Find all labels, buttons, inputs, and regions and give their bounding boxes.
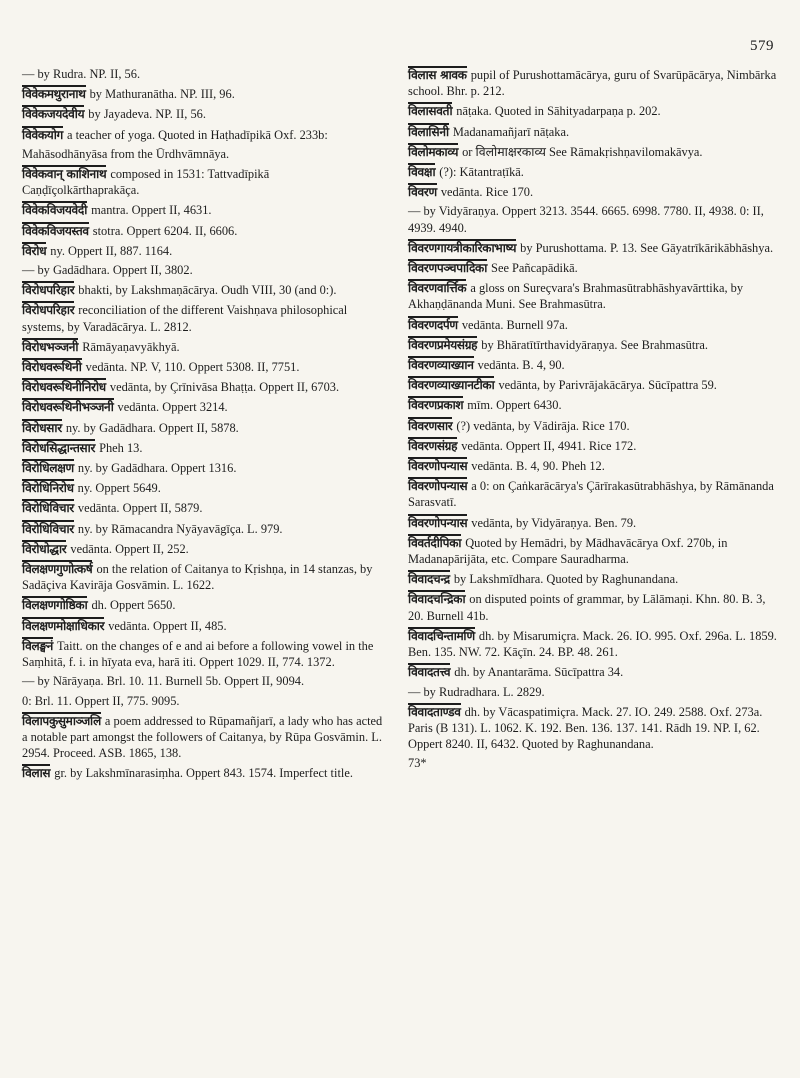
entry-text: vedānta. NP. V, 110. Oppert 5308. II, 7751. [85,360,300,375]
catalogue-entry [408,239,778,256]
entry-text: Taitt. on the changes of e and ai before a following vowel in the Saṃhitā, f. i. in hīyata eva, harā iti. Oppert 1029. II, 774. 1372. [22,638,374,670]
entry-headword: विलक्षणगोष्ठिका [22,598,88,613]
entry-headword: विलङ्घनं [22,638,53,653]
catalogue-entry [22,85,384,102]
entry-headword: विवक्षा [408,165,436,180]
entry-headword: विलासवती [408,104,453,119]
entry-text: gr. by Lakshmīnarasiṃha. Oppert 843. 1574. Imperfect title. [54,766,353,781]
entry-text: — by Nārāyaṇa. Brl. 10. 11. Burnell 5b. Oppert II, 9094. [22,674,305,689]
catalogue-entry [22,693,384,709]
entry-headword: विरोधवरूथिनीभञ्जनी [22,400,114,415]
catalogue-entry [22,262,384,278]
entry-text: — by Vidyāraṇya. Oppert 3213. 3544. 6665. 6998. 7780. II, 4938. 0: II, 4939. 4940. [408,204,764,235]
entry-headword: विरोध [22,243,47,258]
entry-text: bhakti, by Lakshmaṇācārya. Oudh VIII, 30 (and 0:). [78,283,337,298]
catalogue-entry [408,457,778,474]
entry-text: 0: Brl. 11. Oppert II, 775. 9095. [22,693,180,708]
entry-headword: विवरणप्रकाश [408,398,464,413]
entry-headword: विवरणपञ्चपादिका [408,261,488,276]
entry-headword: विलक्षणमोक्षाधिकार [22,618,105,633]
entry-text: on the relation of Caitanya to Kṛishṇa, in 14 stanzas, by Sadāçiva Kavirāja Gosvāmin. L. 1622. [22,562,373,593]
entry-headword: विवरणोपन्यास [408,479,468,494]
catalogue-entry [408,279,778,312]
entry-headword: विरोधसार [22,420,62,435]
entry-headword: विवादचन्द्रिका [408,592,466,607]
entry-text: a poem addressed to Rūpamañjarī, a lady who has acted a notable part amongst the followers of Caitanya, by Rūpa Gosvāmin. L. 2954. Proceed. ASB. 1865, 138. [22,713,383,761]
entry-text: vedānta. B. 4, 90. Pheh 12. [471,459,605,474]
catalogue-entry [408,755,778,771]
catalogue-entry [22,66,384,82]
entry-text: by Mathuranātha. NP. III, 96. [89,87,235,102]
entry-headword: विवेकवान् काशिनाथ [22,167,107,182]
catalogue-entry [408,437,778,454]
catalogue-entry [408,259,778,276]
entry-text: vedānta. Oppert II, 485. [108,618,227,633]
entry-headword: विवादचन्द्र [408,572,450,587]
entry-headword: विरोधवरूथिनीनिरोध [22,380,106,395]
catalogue-entry [22,499,384,516]
entry-text: a 0: on Çaṅkarācārya's Çārīrakasūtrabhāshya, by Rāmānanda Sarasvatī. [408,479,774,510]
entry-text: vedānta. Burnell 97a. [461,317,568,332]
catalogue-entry [408,590,778,623]
entry-text: — by Rudra. NP. II, 56. [22,67,141,81]
entry-headword: विलासिनी [408,124,449,139]
entry-text: a gloss on Sureçvara's Brahmasūtrabhāshyavārttika, by Akhaṇḍānanda Muni. See Brahmasūtra. [408,281,744,312]
entry-headword: विवादचिन्तामणि [408,628,475,643]
entry-headword: विवरणसंग्रह [408,438,458,453]
catalogue-entry [408,356,778,373]
entry-text: dh. Oppert 5650. [91,598,176,613]
catalogue-entry [22,764,384,781]
catalogue-entry [22,358,384,375]
entry-headword: विवरणदर्पण [408,317,458,332]
catalogue-entry [408,316,778,333]
entry-headword: विवरणप्रमेयसंग्रह [408,337,478,352]
catalogue-entry [408,66,778,99]
entry-text: dh. by Vācaspatimiçra. Mack. 27. IO. 249. 2588. Oxf. 273a. Paris (B 131). L. 1062. K. 192. Ben. 136. 137. 141. Rādh 19. NP. I, 62. Oppert 8240. II, 6432. Quoted by Raghunandana. [408,704,763,752]
entry-headword: विवादताण्डव [408,704,461,719]
catalogue-entry [22,419,384,436]
catalogue-entry [408,477,778,510]
entry-headword: विलास [22,766,51,781]
catalogue-entry [22,398,384,415]
entry-headword: विरोधिनिरोध [22,481,74,496]
entry-headword: विवरणोपन्यास [408,515,468,530]
entry-headword: विरोधभञ्जनी [22,339,79,354]
entry-headword: विरोधोद्धार [22,541,67,556]
entry-text: mīm. Oppert 6430. [467,398,562,413]
page-number: 579 [750,38,774,54]
entry-text: nāṭaka. Quoted in Sāhityadarpaṇa p. 202. [456,104,661,119]
entry-text: by Bhāratītīrthavidyāraṇya. See Brahmasūtra. [481,337,709,352]
entry-text: vedānta, by Parivrājakācārya. Sūcīpattra 59. [498,378,717,393]
catalogue-entry [22,617,384,634]
entry-text: vedānta. B. 4, 90. [477,358,565,373]
entry-headword: विरोधवरूथिनी [22,360,82,375]
catalogue-entry [22,146,384,162]
entry-text: ny. Oppert II, 887. 1164. [50,243,173,258]
catalogue-entry [22,712,384,762]
entry-headword: विवरणव्याख्यान [408,358,474,373]
entry-text: on disputed points of grammar, by Lālāmaṇi. Khn. 80. B. 3, 20. Burnell 41b. [408,592,766,623]
entry-headword: विवेकयोग [22,127,63,142]
entry-text: Rāmāyaṇavyākhyā. [82,339,180,354]
entry-headword: विरोधिलक्षण [22,461,74,476]
entry-text: by Jayadeva. NP. II, 56. [88,107,206,122]
entry-headword: विरोधिविचार [22,521,74,536]
entry-text: — by Rudradhara. L. 2829. [408,684,545,699]
catalogue-entry [408,703,778,753]
entry-text: vedānta, by Çrīnivāsa Bhaṭṭa. Oppert II, 6703. [109,380,340,395]
entry-text: (?): Kātantraṭīkā. [439,165,524,180]
entry-text: stotra. Oppert 6204. II, 6606. [92,223,238,238]
entry-text: vedānta. Oppert II, 4941. Rice 172. [461,438,637,453]
catalogue-entry [408,417,778,434]
catalogue-entry [22,439,384,456]
entry-text: ny. by Gadādhara. Oppert II, 5878. [65,420,239,435]
catalogue-entry [22,378,384,395]
entry-text: ny. by Gadādhara. Oppert 1316. [77,461,237,476]
entry-headword: विलोमकाव्य [408,144,459,159]
entry-text: ny. by Rāmacandra Nyāyavāgīça. L. 979. [77,521,283,536]
entry-text: vedānta. Oppert 3214. [117,400,228,415]
entry-text: — by Gadādhara. Oppert II, 3802. [22,263,193,278]
catalogue-entry [22,560,384,593]
catalogue-entry [408,534,778,567]
entry-headword: विवादतत्त्व [408,665,451,680]
entry-text: dh. by Misarumiçra. Mack. 26. IO. 995. Oxf. 296a. L. 1859. Ben. 135. NW. 72. Kāçīn. 24. BP. 48. 261. [408,628,777,660]
entry-text: Quoted by Hemādri, by Mādhavācārya Oxf. 270b, in Madanapārijāta, etc. Compare Sauradharma. [408,535,728,567]
catalogue-entry [408,376,778,393]
catalogue-entry [22,201,384,218]
entry-headword: विलक्षणगुणोत्कर्ष [22,562,93,577]
entry-headword: विवेकविजयस्तव [22,223,89,238]
catalogue-entry [22,242,384,259]
catalogue-entry [22,222,384,239]
catalogue-entry [22,105,384,122]
entry-text: vedānta. Oppert II, 5879. [77,501,203,516]
entry-headword: विरोधपरिहार [22,283,75,298]
right-column [408,66,778,775]
catalogue-entry [408,102,778,119]
entry-text: dh. by Anantarāma. Sūcīpattra 34. [454,665,624,680]
entry-text: a teacher of yoga. Quoted in Haṭhadīpikā Oxf. 233b: [67,127,328,142]
entry-headword: विवरणव्याख्यानटीका [408,378,495,393]
entry-text: by Lakshmīdhara. Quoted by Raghunandana. [453,572,679,587]
entry-text: pupil of Purushottamācārya, guru of Svarūpācārya, Nimbārka school. Bhr. p. 212. [408,68,777,99]
entry-headword: विवर्तदीपिका [408,535,462,550]
entry-text: See Pañcapādikā. [491,261,578,276]
entry-headword: विवरणगायत्रीकारिकाभाष्य [408,240,517,255]
entry-text: 73* [408,756,427,771]
entry-text: ny. Oppert 5649. [77,481,161,496]
catalogue-entry [408,684,778,700]
entry-headword: विरोधसिद्धान्तसार [22,440,96,455]
entry-text: (?) vedānta, by Vādirāja. Rice 170. [456,418,630,433]
entry-text: composed in 1531: Tattvadīpikā Caṇḍīçolkārthaprakāça. [22,167,270,198]
entry-headword: विवेकजयदेवीय [22,107,85,122]
entry-headword: विवरणसार [408,418,453,433]
entry-headword: विवरण [408,185,437,200]
entry-text: Pheh 13. [99,440,143,455]
catalogue-entry [408,663,778,680]
catalogue-entry [22,596,384,613]
catalogue-entry [22,126,384,143]
entry-text: or विलोमाक्षरकाव्य See Rāmakṛishṇavilomakāvya. [462,144,703,159]
catalogue-entry [408,570,778,587]
catalogue-entry [408,163,778,180]
entry-headword: विरोधिविचार [22,501,74,516]
entry-headword: विरोधपरिहार [22,303,75,318]
catalogue-entry [408,514,778,531]
catalogue-entry [22,637,384,670]
entry-headword: विवरणोपन्यास [408,459,468,474]
entry-headword: विलापकुसुमाञ्जलि [22,713,101,728]
entry-text: reconciliation of the different Vaishṇava philosophical systems, by Varadācārya. L. 2812. [22,303,348,334]
catalogue-entry [22,520,384,537]
entry-headword: विलास श्रावक [408,68,467,82]
catalogue-entry [408,336,778,353]
entry-text: by Purushottama. P. 13. See Gāyatrīkārikābhāshya. [520,240,774,255]
catalogue-entry [22,301,384,334]
entry-text: vedānta. Rice 170. [440,185,534,200]
catalogue-entry [22,673,384,689]
catalogue-entry [408,183,778,200]
entry-headword: विवेकमथुरानाथ [22,87,86,102]
catalogue-entry [22,165,384,198]
entry-text: Madanamañjarī nāṭaka. [452,124,570,139]
catalogue-entry [22,459,384,476]
entry-text: Mahāsodhānyāsa from the Ūrdhvāmnāya. [22,146,230,161]
catalogue-entry [408,396,778,413]
catalogue-entry [408,627,778,660]
catalogue-entry [22,540,384,557]
catalogue-entry [22,281,384,298]
entry-headword: विवरणवार्त्तिक [408,281,467,296]
catalogue-entry [408,143,778,160]
left-column [22,66,384,785]
catalogue-entry [408,123,778,140]
entry-text: vedānta, by Vidyāraṇya. Ben. 79. [471,515,637,530]
entry-text: mantra. Oppert II, 4631. [91,203,212,218]
catalogue-entry [408,203,778,235]
catalogue-entry [22,338,384,355]
entry-text: vedānta. Oppert II, 252. [70,541,189,556]
catalogue-entry [22,479,384,496]
entry-headword: विवेकविजयवेदी [22,203,88,218]
